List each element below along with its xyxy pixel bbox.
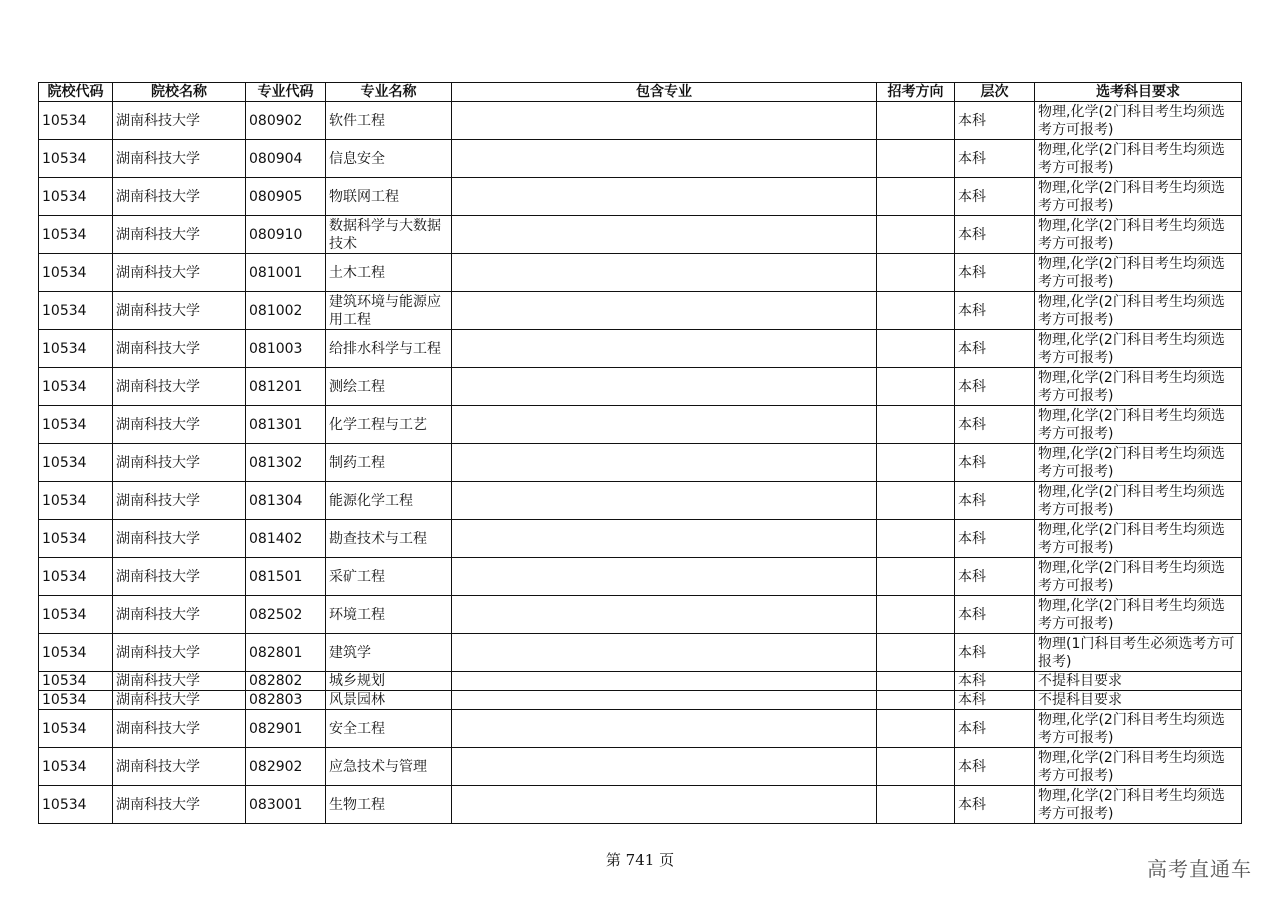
cell-level: 本科 [955,292,1035,330]
cell-major-code: 082803 [246,691,326,710]
cell-level: 本科 [955,444,1035,482]
cell-subject-requirement: 物理,化学(2门科目考生均须选考方可报考) [1035,558,1242,596]
table-row [39,102,1242,140]
cell-school-name: 湖南科技大学 [113,292,246,330]
cell-school-name: 湖南科技大学 [113,786,246,824]
cell-direction [877,748,955,786]
cell-major-name: 应急技术与管理 [326,748,452,786]
cell-school-name: 湖南科技大学 [113,140,246,178]
cell-included-majors [452,140,877,178]
cell-direction [877,634,955,672]
cell-major-code: 081302 [246,444,326,482]
cell-major-code: 081002 [246,292,326,330]
cell-included-majors [452,786,877,824]
header-major-name: 专业名称 [326,83,452,102]
table-row [39,596,1242,634]
cell-subject-requirement: 物理,化学(2门科目考生均须选考方可报考) [1035,596,1242,634]
cell-direction [877,254,955,292]
cell-school-code: 10534 [39,786,113,824]
cell-school-code: 10534 [39,558,113,596]
table-row [39,444,1242,482]
cell-major-name: 生物工程 [326,786,452,824]
cell-subject-requirement: 物理,化学(2门科目考生均须选考方可报考) [1035,292,1242,330]
watermark: 高考直通车 [1147,857,1252,881]
cell-major-name: 城乡规划 [326,672,452,691]
cell-school-name: 湖南科技大学 [113,216,246,254]
cell-major-code: 082801 [246,634,326,672]
cell-major-name: 风景园林 [326,691,452,710]
cell-included-majors [452,368,877,406]
cell-school-name: 湖南科技大学 [113,368,246,406]
cell-subject-requirement: 物理,化学(2门科目考生均须选考方可报考) [1035,520,1242,558]
cell-major-code: 081003 [246,330,326,368]
table-row [39,710,1242,748]
header-school-name: 院校名称 [113,83,246,102]
cell-subject-requirement: 物理,化学(2门科目考生均须选考方可报考) [1035,482,1242,520]
cell-major-name: 能源化学工程 [326,482,452,520]
table-header-row [39,83,1242,102]
table-row [39,482,1242,520]
table-row [39,216,1242,254]
cell-school-code: 10534 [39,596,113,634]
cell-major-name: 土木工程 [326,254,452,292]
header-included-majors: 包含专业 [452,83,877,102]
cell-level: 本科 [955,672,1035,691]
cell-major-name: 软件工程 [326,102,452,140]
cell-school-name: 湖南科技大学 [113,254,246,292]
cell-direction [877,596,955,634]
cell-included-majors [452,748,877,786]
cell-subject-requirement: 物理,化学(2门科目考生均须选考方可报考) [1035,254,1242,292]
table-row [39,634,1242,672]
cell-direction [877,691,955,710]
cell-major-code: 082502 [246,596,326,634]
cell-direction [877,406,955,444]
cell-school-code: 10534 [39,444,113,482]
cell-major-code: 081201 [246,368,326,406]
cell-included-majors [452,178,877,216]
cell-level: 本科 [955,178,1035,216]
cell-school-code: 10534 [39,748,113,786]
cell-major-code: 081304 [246,482,326,520]
cell-included-majors [452,330,877,368]
cell-direction [877,710,955,748]
cell-school-code: 10534 [39,672,113,691]
cell-level: 本科 [955,254,1035,292]
table-row [39,748,1242,786]
cell-subject-requirement: 物理,化学(2门科目考生均须选考方可报考) [1035,748,1242,786]
cell-level: 本科 [955,596,1035,634]
cell-subject-requirement: 不提科目要求 [1035,691,1242,710]
cell-level: 本科 [955,634,1035,672]
cell-school-code: 10534 [39,691,113,710]
cell-school-code: 10534 [39,330,113,368]
cell-included-majors [452,482,877,520]
cell-included-majors [452,292,877,330]
page-number: 第 741 页 [605,851,675,869]
cell-major-code: 081301 [246,406,326,444]
cell-included-majors [452,520,877,558]
cell-subject-requirement: 物理,化学(2门科目考生均须选考方可报考) [1035,102,1242,140]
cell-included-majors [452,558,877,596]
admission-table [38,82,1242,824]
cell-included-majors [452,710,877,748]
cell-school-name: 湖南科技大学 [113,178,246,216]
cell-school-name: 湖南科技大学 [113,691,246,710]
table-row [39,368,1242,406]
cell-school-code: 10534 [39,254,113,292]
cell-major-name: 建筑学 [326,634,452,672]
cell-major-name: 采矿工程 [326,558,452,596]
cell-subject-requirement: 不提科目要求 [1035,672,1242,691]
cell-major-name: 制药工程 [326,444,452,482]
table-row [39,672,1242,691]
table-body [39,102,1242,824]
cell-direction [877,178,955,216]
cell-school-code: 10534 [39,292,113,330]
cell-level: 本科 [955,102,1035,140]
cell-school-code: 10534 [39,216,113,254]
header-major-code: 专业代码 [246,83,326,102]
cell-school-name: 湖南科技大学 [113,596,246,634]
cell-school-code: 10534 [39,482,113,520]
table-row [39,786,1242,824]
cell-major-name: 安全工程 [326,710,452,748]
cell-level: 本科 [955,691,1035,710]
cell-level: 本科 [955,786,1035,824]
cell-included-majors [452,254,877,292]
cell-school-name: 湖南科技大学 [113,406,246,444]
cell-major-code: 081001 [246,254,326,292]
cell-subject-requirement: 物理,化学(2门科目考生均须选考方可报考) [1035,178,1242,216]
cell-school-name: 湖南科技大学 [113,482,246,520]
cell-major-name: 给排水科学与工程 [326,330,452,368]
cell-major-code: 082902 [246,748,326,786]
cell-school-name: 湖南科技大学 [113,558,246,596]
table-row [39,691,1242,710]
cell-subject-requirement: 物理,化学(2门科目考生均须选考方可报考) [1035,786,1242,824]
cell-included-majors [452,216,877,254]
cell-level: 本科 [955,482,1035,520]
table-row [39,292,1242,330]
cell-included-majors [452,691,877,710]
cell-school-code: 10534 [39,520,113,558]
cell-major-code: 081402 [246,520,326,558]
cell-direction [877,216,955,254]
cell-school-code: 10534 [39,140,113,178]
cell-school-code: 10534 [39,634,113,672]
cell-level: 本科 [955,558,1035,596]
cell-direction [877,482,955,520]
cell-level: 本科 [955,216,1035,254]
cell-school-code: 10534 [39,710,113,748]
table-row [39,254,1242,292]
cell-school-code: 10534 [39,368,113,406]
cell-level: 本科 [955,520,1035,558]
cell-major-name: 环境工程 [326,596,452,634]
table-row [39,520,1242,558]
header-level: 层次 [955,83,1035,102]
cell-direction [877,292,955,330]
cell-direction [877,368,955,406]
cell-direction [877,558,955,596]
cell-major-name: 信息安全 [326,140,452,178]
cell-included-majors [452,596,877,634]
header-school-code: 院校代码 [39,83,113,102]
cell-included-majors [452,444,877,482]
cell-major-code: 080910 [246,216,326,254]
cell-level: 本科 [955,368,1035,406]
cell-subject-requirement: 物理,化学(2门科目考生均须选考方可报考) [1035,444,1242,482]
table-row [39,178,1242,216]
cell-included-majors [452,406,877,444]
cell-school-name: 湖南科技大学 [113,634,246,672]
cell-level: 本科 [955,748,1035,786]
header-direction: 招考方向 [877,83,955,102]
cell-direction [877,444,955,482]
cell-level: 本科 [955,140,1035,178]
cell-major-name: 数据科学与大数据技术 [326,216,452,254]
cell-major-code: 080904 [246,140,326,178]
cell-direction [877,786,955,824]
cell-level: 本科 [955,406,1035,444]
cell-school-code: 10534 [39,102,113,140]
table-row [39,330,1242,368]
cell-major-name: 物联网工程 [326,178,452,216]
cell-subject-requirement: 物理,化学(2门科目考生均须选考方可报考) [1035,216,1242,254]
header-subject-requirement: 选考科目要求 [1035,83,1242,102]
cell-subject-requirement: 物理,化学(2门科目考生均须选考方可报考) [1035,330,1242,368]
cell-school-name: 湖南科技大学 [113,102,246,140]
cell-major-code: 080905 [246,178,326,216]
table-row [39,558,1242,596]
table-row [39,140,1242,178]
table-row [39,406,1242,444]
cell-direction [877,520,955,558]
cell-school-code: 10534 [39,406,113,444]
cell-major-code: 080902 [246,102,326,140]
cell-included-majors [452,102,877,140]
cell-subject-requirement: 物理(1门科目考生必须选考方可报考) [1035,634,1242,672]
cell-major-name: 化学工程与工艺 [326,406,452,444]
cell-school-name: 湖南科技大学 [113,444,246,482]
cell-included-majors [452,672,877,691]
cell-major-code: 082901 [246,710,326,748]
cell-school-name: 湖南科技大学 [113,520,246,558]
cell-direction [877,102,955,140]
cell-direction [877,672,955,691]
cell-subject-requirement: 物理,化学(2门科目考生均须选考方可报考) [1035,406,1242,444]
cell-included-majors [452,634,877,672]
cell-school-name: 湖南科技大学 [113,748,246,786]
cell-major-name: 测绘工程 [326,368,452,406]
cell-school-name: 湖南科技大学 [113,710,246,748]
cell-level: 本科 [955,710,1035,748]
cell-school-code: 10534 [39,178,113,216]
cell-direction [877,330,955,368]
cell-level: 本科 [955,330,1035,368]
cell-major-code: 082802 [246,672,326,691]
cell-major-code: 081501 [246,558,326,596]
cell-school-name: 湖南科技大学 [113,330,246,368]
cell-major-code: 083001 [246,786,326,824]
cell-subject-requirement: 物理,化学(2门科目考生均须选考方可报考) [1035,140,1242,178]
cell-major-name: 建筑环境与能源应用工程 [326,292,452,330]
cell-school-name: 湖南科技大学 [113,672,246,691]
cell-major-name: 勘查技术与工程 [326,520,452,558]
cell-direction [877,140,955,178]
cell-subject-requirement: 物理,化学(2门科目考生均须选考方可报考) [1035,710,1242,748]
cell-subject-requirement: 物理,化学(2门科目考生均须选考方可报考) [1035,368,1242,406]
